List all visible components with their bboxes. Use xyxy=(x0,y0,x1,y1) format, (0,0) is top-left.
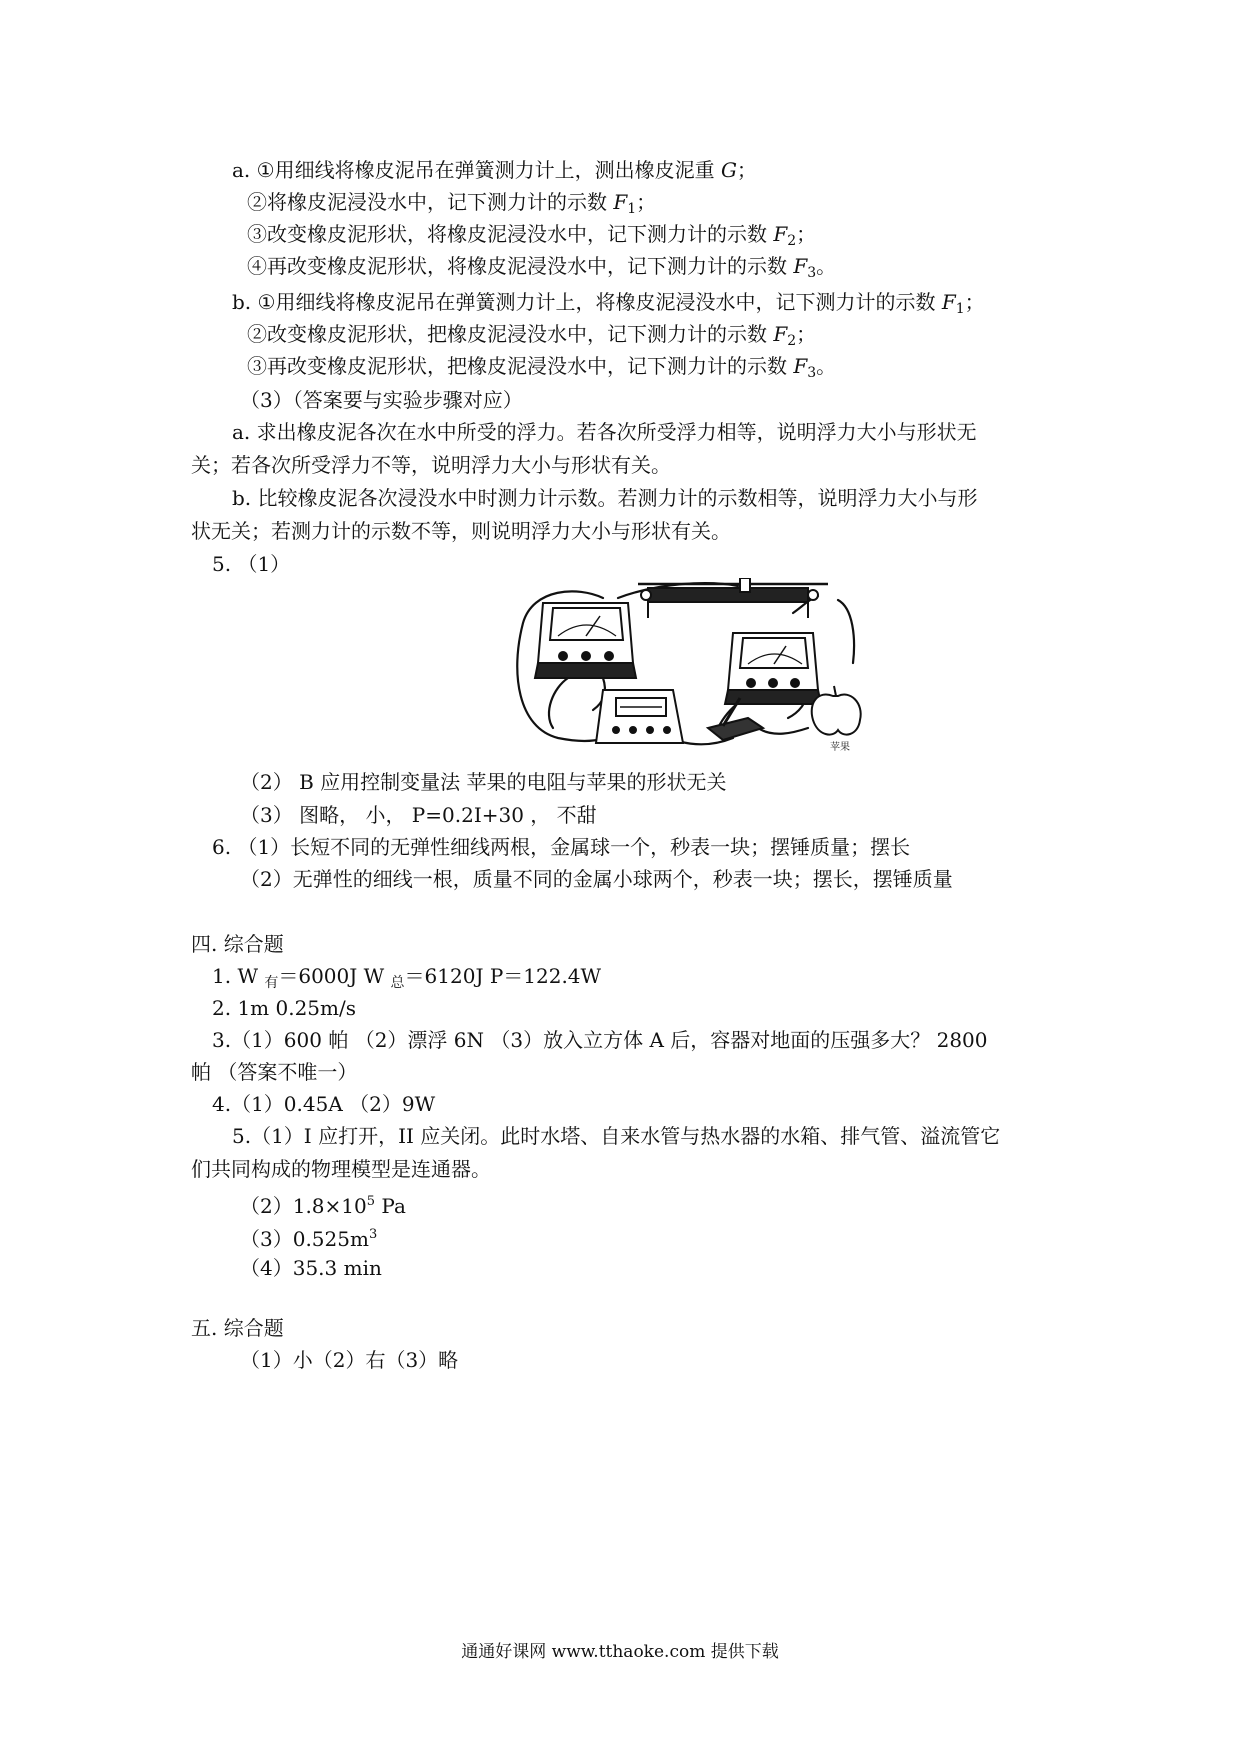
text-segment: 状无关；若测力计的示数不等，则说明浮力大小与形状有关。 xyxy=(191,519,731,543)
text-segment: 关；若各次所受浮力不等，说明浮力大小与形状有关。 xyxy=(191,453,671,477)
text-segment: ③再改变橡皮泥形状，把橡皮泥浸没水中，记下测力计的示数 xyxy=(247,354,794,378)
circuit-diagram xyxy=(508,578,870,752)
text-segment: 五. 综合题 xyxy=(191,1316,284,1340)
text-line xyxy=(240,802,597,828)
text-segment: （3） 图略， 小， P=0.2I+30 ， 不甜 xyxy=(240,803,597,827)
text-line xyxy=(212,551,290,577)
text-segment: a. ①用细线将橡皮泥吊在弹簧测力计上，测出橡皮泥重 xyxy=(232,158,721,182)
rheostat xyxy=(638,578,828,618)
text-segment: （3）（答案要与实验步骤对应） xyxy=(240,388,523,412)
text-line xyxy=(247,189,656,222)
text-line xyxy=(191,452,671,478)
text-segment: 5. （1） xyxy=(212,552,291,576)
text-line xyxy=(240,1255,382,1281)
text-segment: （4）35.3 min xyxy=(240,1256,382,1280)
text-segment: ； xyxy=(796,322,817,346)
text-segment: F xyxy=(941,290,956,314)
text-segment: ； xyxy=(736,158,757,182)
text-segment: 3 xyxy=(807,265,817,281)
figure-label: 苹果 xyxy=(830,742,850,752)
text-line xyxy=(240,866,953,892)
text-segment: （2）1.8×10 xyxy=(240,1194,367,1218)
text-segment: F xyxy=(613,190,628,214)
section-heading xyxy=(191,931,284,957)
text-segment: ②改变橡皮泥形状，把橡皮泥浸没水中，记下测力计的示数 xyxy=(247,322,774,346)
ammeter xyxy=(535,603,636,678)
text-segment: ②将橡皮泥浸没水中，记下测力计的示数 xyxy=(247,190,614,214)
text-line xyxy=(212,1027,988,1053)
text-segment: 3 xyxy=(807,365,817,381)
text-segment: 5 xyxy=(366,1194,376,1209)
text-segment: 帕 （答案不唯一） xyxy=(191,1060,358,1084)
text-segment: ＝6120J P＝122.4W xyxy=(404,964,602,988)
text-segment: 4.（1）0.45A （2）9W xyxy=(212,1092,436,1116)
text-line xyxy=(212,1091,435,1117)
text-line xyxy=(240,1189,406,1219)
text-line xyxy=(247,253,836,286)
text-segment: 5.（1）I 应打开，II 应关闭。此时水塔、自来水管与热水器的水箱、排气管、溢流管它 xyxy=(232,1124,1001,1148)
text-segment: 3 xyxy=(368,1227,378,1242)
power-supply xyxy=(596,690,683,743)
text-line xyxy=(232,1123,1000,1149)
text-segment: b. 比较橡皮泥各次浸没水中时测力计示数。若测力计的示数相等，说明浮力大小与形 xyxy=(232,486,978,510)
text-segment: 3.（1）600 帕 （2）漂浮 6N （3）放入立方体 A 后，容器对地面的压强多大？ 2800 xyxy=(212,1028,988,1052)
text-segment: ； xyxy=(964,290,985,314)
text-segment: G xyxy=(720,158,737,182)
text-line xyxy=(240,1347,458,1373)
text-line xyxy=(232,289,985,322)
text-segment: ④再改变橡皮泥形状，将橡皮泥浸没水中，记下测力计的示数 xyxy=(247,254,794,278)
text-segment: F xyxy=(773,322,788,346)
text-segment: 2. 1m 0.25m/s xyxy=(212,996,356,1020)
text-segment: 。 xyxy=(816,354,837,378)
text-segment: 1 xyxy=(627,201,637,217)
text-segment: ③改变橡皮泥形状，将橡皮泥浸没水中，记下测力计的示数 xyxy=(247,222,774,246)
text-segment: 四. 综合题 xyxy=(191,932,284,956)
text-line xyxy=(240,1222,377,1252)
text-segment: 们共同构成的物理模型是连通器。 xyxy=(191,1157,491,1181)
text-segment: a. 求出橡皮泥各次在水中所受的浮力。若各次所受浮力相等，说明浮力大小与形状无 xyxy=(232,420,977,444)
text-line xyxy=(191,1156,491,1182)
text-segment: 2 xyxy=(787,233,797,249)
text-line xyxy=(212,963,601,996)
voltmeter xyxy=(725,633,821,704)
text-segment: （2）无弹性的细线一根，质量不同的金属小球两个，秒表一块；摆长，摆锤质量 xyxy=(240,867,953,891)
text-segment: 总 xyxy=(390,975,405,991)
text-segment: Pa xyxy=(375,1194,406,1218)
text-line xyxy=(232,157,757,183)
text-segment: 6. （1）长短不同的无弹性细线两根，金属球一个，秒表一块；摆锤质量；摆长 xyxy=(212,835,911,859)
text-segment: F xyxy=(793,354,808,378)
section-heading xyxy=(191,1315,284,1341)
text-segment: （1）小（2）右（3）略 xyxy=(240,1348,459,1372)
text-line xyxy=(247,321,816,354)
text-segment: （3）0.525m xyxy=(240,1227,369,1251)
text-segment: （2） B 应用控制变量法 苹果的电阻与苹果的形状无关 xyxy=(240,770,727,794)
text-line xyxy=(247,221,816,254)
text-line xyxy=(240,387,523,413)
text-line xyxy=(232,419,977,445)
text-segment: 1. W xyxy=(212,964,265,988)
text-segment: F xyxy=(793,254,808,278)
text-segment: ＝6000J W xyxy=(278,964,391,988)
text-segment: 有 xyxy=(264,975,279,991)
text-segment: F xyxy=(773,222,788,246)
text-segment: ； xyxy=(636,190,657,214)
page-footer: 通通好课网 www.tthaoke.com 提供下载 xyxy=(461,1642,779,1662)
text-line xyxy=(247,353,836,386)
text-line xyxy=(212,834,910,860)
text-segment: ； xyxy=(796,222,817,246)
text-line xyxy=(240,769,727,795)
text-line xyxy=(191,1059,357,1085)
text-line xyxy=(212,995,356,1021)
text-segment: 。 xyxy=(816,254,837,278)
text-segment: 2 xyxy=(787,333,797,349)
text-line xyxy=(232,485,978,511)
text-segment: 1 xyxy=(955,301,965,317)
text-line xyxy=(191,518,731,544)
text-segment: b. ①用细线将橡皮泥吊在弹簧测力计上，将橡皮泥浸没水中，记下测力计的示数 xyxy=(232,290,942,314)
